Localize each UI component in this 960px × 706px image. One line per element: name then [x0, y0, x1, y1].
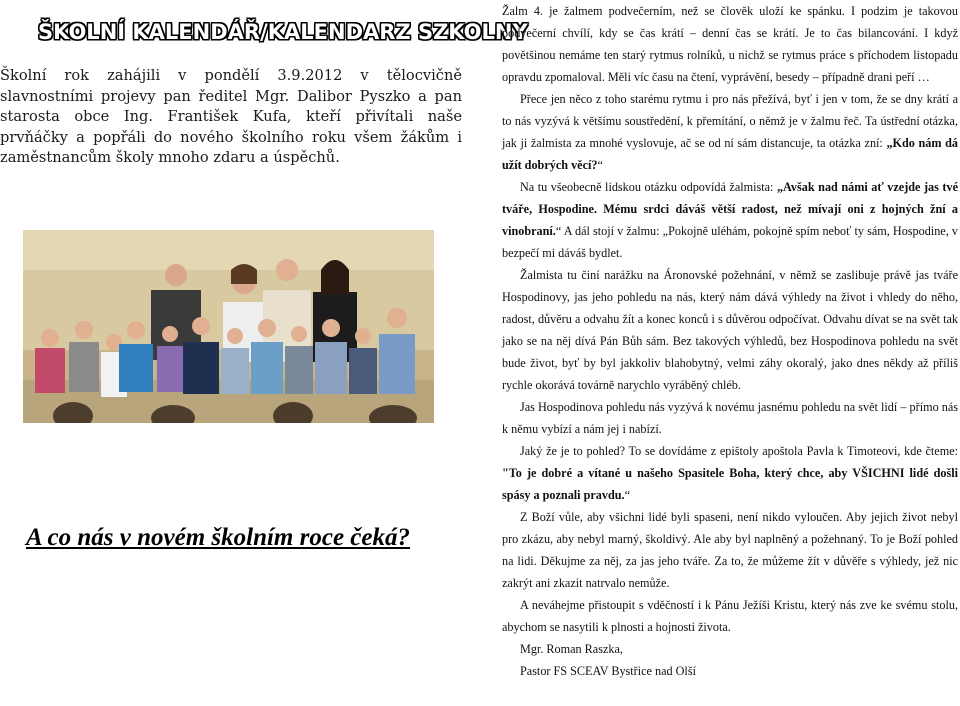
paragraph-6-quote-end: “	[624, 488, 631, 502]
page-heading: ŠKOLNÍ KALENDÁŘ/KALENDARZ SZKOLNY	[38, 20, 528, 44]
paragraph-3	[502, 176, 958, 264]
paragraph-7: Z Boží vůle, aby všichni lidé byli spaseni, není nikdo vyloučen. Aby jejich život nebyl pro zkázu, aby nebyl marný, školdivý. Ale aby byl naplněný a požehnaný. To je Boží pohled na lidi. Děkujme za něj, za jas jeho tváře. Za to, že můžeme žít v důvěře s výhledy, jež nic zakrýt ani zkazit natrvalo nemůže.	[502, 510, 958, 590]
paragraph-6-text: Jaký že je to pohled? To se dovídáme z epištoly apoštola Pavla k Timoteovi, kde čteme:	[520, 444, 958, 458]
class-photo-illustration	[23, 230, 434, 423]
paragraph-4: Žalmista tu činí narážku na Áronovské požehnání, v němž se zaslibuje právě jas tváře Hospodinovy, jas jeho pohledu na nás, který nám dává výhledy na život i vhledy do něho, radost, důvěru a odvahu žít a konec konců i s důvěrou odpočívat. Odvahu dívat se na svět tak jako se na něj dívá Pán Bůh sám. Bez takových výhledů, bez Hospodinova pohledu na svět bude život, byť by byl jakkoliv blahobytný, velmi záhy okoralý, jako dnes někdy až příliš rychle okorává továrně narychlo vyráběný chléb.	[502, 268, 958, 392]
paragraph-3-continuation: “ A dál stojí v žalmu: „Pokojně uléhám, pokojně spím neboť ty sám, Hospodine, v bezpečí mi dáváš bydlet.	[502, 224, 958, 260]
paragraph-2-text: Přece jen něco z toho starému rytmu i pro nás přežívá, byť i jen v tom, že se dny krátí a to nás vyzývá k většímu soustředění, k přemítání, o němž je v žalmu řeč. Ta ústřední otázka, jak ji žalmista za mnohé vyslovuje, ač se od ní sám distancuje, ta otázka zní:	[502, 92, 958, 150]
paragraph-5: Jas Hospodinova pohledu nás vyzývá k novému jasnému pohledu na svět lidí – přímo nás k němu vybízí a nám jej i nabízí.	[502, 400, 958, 436]
paragraph-3-text: Na tu všeobecně lidskou otázku odpovídá žalmista:	[520, 180, 777, 194]
paragraph-1: Žalm 4. je žalmem podvečerním, než se člověk uloží ke spánku. I podzim je takovou podvečerní chvílí, kdy se čas krátí – denní čas se krátí. Je to čas bilancování. I když povětšinou nemáme ten starý rytmus rolníků, u nichž se rytmus práce s příchodem listopadu opravdu zpomaloval. Měli víc času na čtení, vyprávění, besedy – případně drani peří …	[502, 4, 958, 84]
intro-paragraph: Školní rok zahájili v pondělí 3.9.2012 v tělocvičně slavnostními projevy pan ředitel Mgr. Dalibor Pyszko a pan starosta obce Ing. František Kufa, kteří přivítali naše prvňáčky a popřáli do nového školního roku všem žákům i zaměstnancům školy mnoho zdaru a úspěchů.	[0, 67, 462, 166]
paragraph-8: A neváhejme přistoupit s vděčností i k Pánu Ježíši Kristu, který nás zve ke svému stolu, abychom se nasytili k plnosti a hojnosti života.	[502, 598, 958, 634]
class-photo	[23, 230, 434, 423]
paragraph-2-question: „Kdo nám dá užít dobrých věcí?	[502, 136, 958, 172]
paragraph-2-quote-end: “	[597, 158, 603, 172]
signature-name: Mgr. Roman Raszka,	[520, 642, 623, 656]
right-column	[502, 0, 958, 682]
paragraph-3-psalm-quote: „Avšak nad námi ať vzejde jas tvé tváře, Hospodine. Mému srdci dáváš větší radost, než mívají oni z hojných žní a vinobraní.	[502, 180, 958, 238]
paragraph-6-epistle-quote: "To je dobré a vítané u našeho Spasitele Boha, který chce, aby VŠICHNI lidé došli spásy a poznali pravdu.	[502, 466, 958, 502]
slogan: A co nás v novém školním roce čeká?	[26, 524, 410, 551]
signature-title: Pastor FS SCEAV Bystřice nad Olší	[520, 664, 696, 678]
paragraph-6	[502, 440, 958, 506]
paragraph-2	[502, 88, 958, 176]
